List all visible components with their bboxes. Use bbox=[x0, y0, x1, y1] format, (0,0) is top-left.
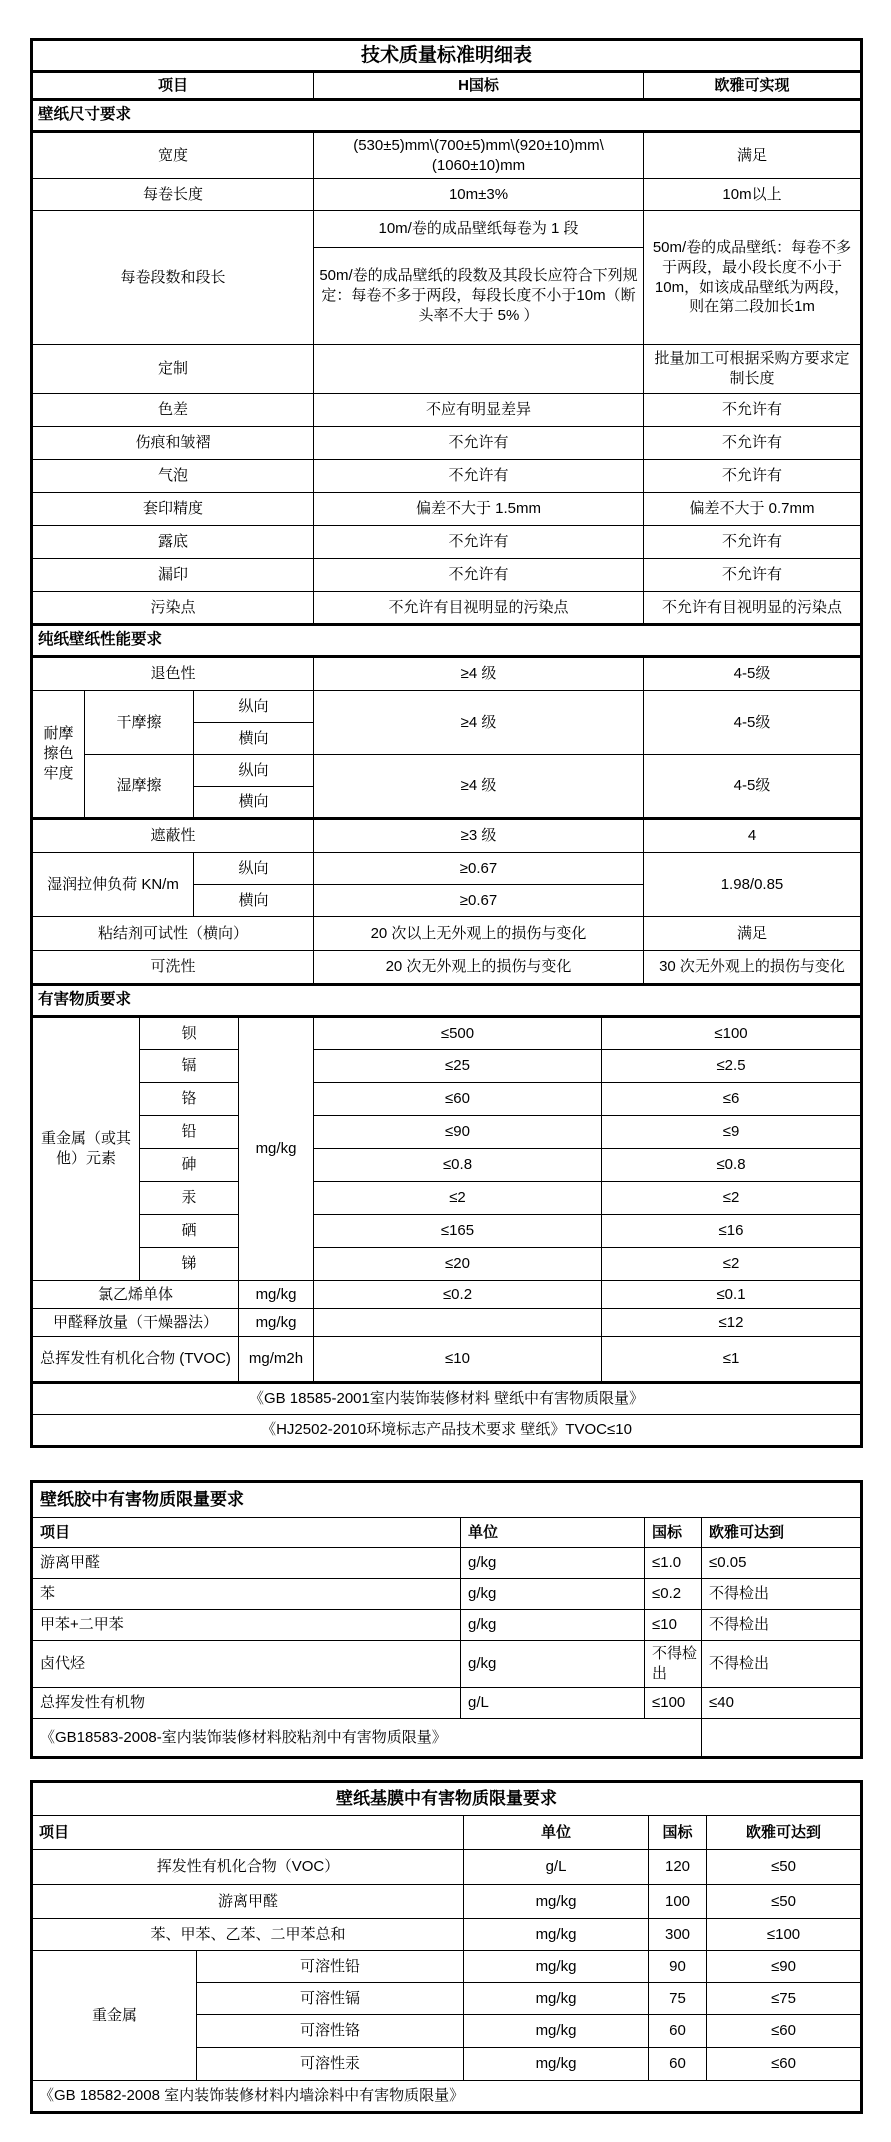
cell: 不允许有 bbox=[314, 460, 644, 493]
cell: ≤100 bbox=[602, 1017, 862, 1050]
cell: 4-5级 bbox=[644, 691, 862, 755]
column-header: 欧雅可实现 bbox=[644, 72, 862, 100]
cell: 横向 bbox=[194, 787, 314, 819]
table-row bbox=[32, 40, 862, 72]
cell: ≤2.5 bbox=[602, 1050, 862, 1083]
cell: ≤12 bbox=[602, 1309, 862, 1337]
cell: 10m±3% bbox=[314, 179, 644, 211]
table-row bbox=[32, 1215, 862, 1248]
table-row bbox=[32, 1548, 862, 1579]
cell: 4-5级 bbox=[644, 755, 862, 819]
cell: 铅 bbox=[140, 1116, 239, 1149]
table-row bbox=[32, 755, 862, 787]
cell: ≤9 bbox=[602, 1116, 862, 1149]
cell: mg/kg bbox=[464, 2048, 649, 2081]
cell: (530±5)mm\(700±5)mm\(920±10)mm\(1060±10)mm bbox=[314, 132, 644, 179]
cell: 75 bbox=[649, 1983, 707, 2015]
cell: 气泡 bbox=[32, 460, 314, 493]
cell: 100 bbox=[649, 1885, 707, 1919]
table-row bbox=[32, 179, 862, 211]
cell bbox=[702, 1719, 862, 1758]
table-row bbox=[32, 132, 862, 179]
cell: 漏印 bbox=[32, 559, 314, 592]
cell: 不允许有目视明显的污染点 bbox=[314, 592, 644, 625]
cell: 镉 bbox=[140, 1050, 239, 1083]
cell: 20 次无外观上的损伤与变化 bbox=[314, 951, 644, 985]
cell: 硒 bbox=[140, 1215, 239, 1248]
cell: mg/kg bbox=[464, 1983, 649, 2015]
cell: 10m以上 bbox=[644, 179, 862, 211]
table-row bbox=[32, 1816, 862, 1850]
cell: 可溶性铬 bbox=[197, 2015, 464, 2048]
cell: 每卷长度 bbox=[32, 179, 314, 211]
cell: 不允许有 bbox=[644, 460, 862, 493]
cell: 60 bbox=[649, 2048, 707, 2081]
table-title: 技术质量标准明细表 bbox=[32, 40, 862, 72]
cell: ≤2 bbox=[314, 1182, 602, 1215]
cell: ≤100 bbox=[645, 1688, 702, 1719]
cell: 宽度 bbox=[32, 132, 314, 179]
cell: 满足 bbox=[644, 917, 862, 951]
section-header: 壁纸尺寸要求 bbox=[32, 100, 862, 132]
table-row bbox=[32, 1116, 862, 1149]
cell: ≤10 bbox=[314, 1337, 602, 1383]
cell: 色差 bbox=[32, 394, 314, 427]
cell: 不允许有目视明显的污染点 bbox=[644, 592, 862, 625]
cell: 不允许有 bbox=[644, 427, 862, 460]
cell: 露底 bbox=[32, 526, 314, 559]
cell bbox=[314, 345, 644, 394]
cell: 总挥发性有机化合物 (TVOC) bbox=[32, 1337, 239, 1383]
cell: 甲醛释放量（干燥器法） bbox=[32, 1309, 239, 1337]
table-row bbox=[32, 1951, 862, 1983]
cell: 苯 bbox=[32, 1579, 461, 1610]
cell: 可溶性汞 bbox=[197, 2048, 464, 2081]
table-row bbox=[32, 1309, 862, 1337]
cell: mg/kg bbox=[239, 1281, 314, 1309]
cell: ≤60 bbox=[314, 1083, 602, 1116]
table-row bbox=[32, 657, 862, 691]
cell: 汞 bbox=[140, 1182, 239, 1215]
cell: 退色性 bbox=[32, 657, 314, 691]
table-row bbox=[32, 1415, 862, 1447]
cell: ≤165 bbox=[314, 1215, 602, 1248]
table-row bbox=[32, 394, 862, 427]
cell: ≤16 bbox=[602, 1215, 862, 1248]
column-header: H国标 bbox=[314, 72, 644, 100]
cell: 每卷段数和段长 bbox=[32, 211, 314, 345]
cell: ≤60 bbox=[707, 2048, 862, 2081]
table-row bbox=[32, 1383, 862, 1415]
column-header: 国标 bbox=[649, 1816, 707, 1850]
cell: 不允许有 bbox=[314, 559, 644, 592]
cell: 批量加工可根据采购方要求定制长度 bbox=[644, 345, 862, 394]
table-row bbox=[32, 1688, 862, 1719]
cell: ≤6 bbox=[602, 1083, 862, 1116]
table-row bbox=[32, 819, 862, 853]
table-row bbox=[32, 1337, 862, 1383]
cell: ≤1.0 bbox=[645, 1548, 702, 1579]
cell: ≤100 bbox=[707, 1919, 862, 1951]
cell: ≤1 bbox=[602, 1337, 862, 1383]
table-row bbox=[32, 345, 862, 394]
cell: ≥4 级 bbox=[314, 657, 644, 691]
table-title: 壁纸基膜中有害物质限量要求 bbox=[32, 1782, 862, 1816]
cell: 可洗性 bbox=[32, 951, 314, 985]
cell: ≥0.67 bbox=[314, 853, 644, 885]
column-header: 项目 bbox=[32, 1518, 461, 1548]
table-row bbox=[32, 1050, 862, 1083]
table-row bbox=[32, 1518, 862, 1548]
cell: ≥3 级 bbox=[314, 819, 644, 853]
table-row bbox=[32, 691, 862, 723]
cell: 300 bbox=[649, 1919, 707, 1951]
cell: 干摩擦 bbox=[85, 691, 194, 755]
cell: 挥发性有机化合物（VOC） bbox=[32, 1850, 464, 1885]
table-row bbox=[32, 951, 862, 985]
standard-reference: 《GB18583-2008-室内装饰装修材料胶粘剂中有害物质限量》 bbox=[32, 1719, 702, 1758]
cell: g/L bbox=[461, 1688, 645, 1719]
cell: 总挥发性有机物 bbox=[32, 1688, 461, 1719]
table-row bbox=[32, 1850, 862, 1885]
table-row bbox=[32, 1281, 862, 1309]
cell: 锑 bbox=[140, 1248, 239, 1281]
cell: ≤0.05 bbox=[702, 1548, 862, 1579]
cell: 不允许有 bbox=[644, 394, 862, 427]
cell: 苯、甲苯、乙苯、二甲苯总和 bbox=[32, 1919, 464, 1951]
cell: ≤90 bbox=[314, 1116, 602, 1149]
table-row bbox=[32, 1149, 862, 1182]
cell: 游离甲醛 bbox=[32, 1885, 464, 1919]
table-row bbox=[32, 72, 862, 100]
table-row bbox=[32, 592, 862, 625]
cell: 氯乙烯单体 bbox=[32, 1281, 239, 1309]
cell: 耐摩擦色牢度 bbox=[32, 691, 85, 819]
cell: ≤50 bbox=[707, 1850, 862, 1885]
section-header: 纯纸壁纸性能要求 bbox=[32, 625, 862, 657]
cell: ≤40 bbox=[702, 1688, 862, 1719]
column-header: 欧雅可达到 bbox=[702, 1518, 862, 1548]
cell: ≥4 级 bbox=[314, 755, 644, 819]
standard-reference: 《GB 18585-2001室内装饰装修材料 壁纸中有害物质限量》 bbox=[32, 1383, 862, 1415]
cell: ≤2 bbox=[602, 1182, 862, 1215]
column-header: 项目 bbox=[32, 72, 314, 100]
cell: 60 bbox=[649, 2015, 707, 2048]
column-header: 单位 bbox=[461, 1518, 645, 1548]
cell: 不得检出 bbox=[702, 1641, 862, 1688]
cell: 30 次无外观上的损伤与变化 bbox=[644, 951, 862, 985]
cell: mg/kg bbox=[239, 1309, 314, 1337]
cell: 20 次以上无外观上的损伤与变化 bbox=[314, 917, 644, 951]
cell: ≤0.8 bbox=[602, 1149, 862, 1182]
table-row bbox=[32, 1919, 862, 1951]
cell: ≤0.1 bbox=[602, 1281, 862, 1309]
wallpaper-glue-limits-table bbox=[30, 1480, 863, 1759]
cell: 遮蔽性 bbox=[32, 819, 314, 853]
table-row bbox=[32, 2081, 862, 2113]
table-row bbox=[32, 211, 862, 248]
table-row bbox=[32, 1610, 862, 1641]
table-row bbox=[32, 100, 862, 132]
cell: 套印精度 bbox=[32, 493, 314, 526]
table-row bbox=[32, 1782, 862, 1816]
cell: ≤75 bbox=[707, 1983, 862, 2015]
cell: 甲苯+二甲苯 bbox=[32, 1610, 461, 1641]
table-row bbox=[32, 1641, 862, 1688]
cell: 湿摩擦 bbox=[85, 755, 194, 819]
standard-reference: 《HJ2502-2010环境标志产品技术要求 壁纸》TVOC≤10 bbox=[32, 1415, 862, 1447]
cell: 1.98/0.85 bbox=[644, 853, 862, 917]
cell: ≤0.8 bbox=[314, 1149, 602, 1182]
cell: mg/kg bbox=[464, 2015, 649, 2048]
table-row bbox=[32, 625, 862, 657]
cell: ≥4 级 bbox=[314, 691, 644, 755]
table-row bbox=[32, 1248, 862, 1281]
cell: 横向 bbox=[194, 885, 314, 917]
cell bbox=[314, 1309, 602, 1337]
cell: 偏差不大于 0.7mm bbox=[644, 493, 862, 526]
cell: g/kg bbox=[461, 1610, 645, 1641]
table-row bbox=[32, 1885, 862, 1919]
cell: 不得检出 bbox=[645, 1641, 702, 1688]
cell: 不允许有 bbox=[314, 526, 644, 559]
cell: 可溶性铅 bbox=[197, 1951, 464, 1983]
cell: 卤代烃 bbox=[32, 1641, 461, 1688]
cell: 满足 bbox=[644, 132, 862, 179]
cell: 4 bbox=[644, 819, 862, 853]
cell: 不得检出 bbox=[702, 1610, 862, 1641]
cell: ≤60 bbox=[707, 2015, 862, 2048]
cell: mg/kg bbox=[239, 1017, 314, 1281]
cell: mg/kg bbox=[464, 1919, 649, 1951]
cell: 10m/卷的成品壁纸每卷为 1 段 bbox=[314, 211, 644, 248]
cell: 4-5级 bbox=[644, 657, 862, 691]
cell: ≤25 bbox=[314, 1050, 602, 1083]
tech-quality-standard-table bbox=[30, 38, 863, 1448]
table-row bbox=[32, 559, 862, 592]
cell: 不应有明显差异 bbox=[314, 394, 644, 427]
cell: ≤50 bbox=[707, 1885, 862, 1919]
table-row bbox=[32, 526, 862, 559]
cell: ≤2 bbox=[602, 1248, 862, 1281]
table-row bbox=[32, 460, 862, 493]
section-header: 有害物质要求 bbox=[32, 985, 862, 1017]
column-header: 单位 bbox=[464, 1816, 649, 1850]
cell: ≥0.67 bbox=[314, 885, 644, 917]
cell: 纵向 bbox=[194, 755, 314, 787]
cell: 可溶性镉 bbox=[197, 1983, 464, 2015]
cell: 不允许有 bbox=[644, 559, 862, 592]
cell: 游离甲醛 bbox=[32, 1548, 461, 1579]
cell: ≤20 bbox=[314, 1248, 602, 1281]
cell: 120 bbox=[649, 1850, 707, 1885]
column-header: 欧雅可达到 bbox=[707, 1816, 862, 1850]
table-row bbox=[32, 985, 862, 1017]
column-header: 项目 bbox=[32, 1816, 464, 1850]
table-title: 壁纸胶中有害物质限量要求 bbox=[32, 1482, 862, 1518]
cell: 不得检出 bbox=[702, 1579, 862, 1610]
cell: 纵向 bbox=[194, 853, 314, 885]
cell: mg/kg bbox=[464, 1885, 649, 1919]
cell: 湿润拉伸负荷 KN/m bbox=[32, 853, 194, 917]
cell: 横向 bbox=[194, 723, 314, 755]
cell: g/L bbox=[464, 1850, 649, 1885]
table-row bbox=[32, 1579, 862, 1610]
table-row bbox=[32, 493, 862, 526]
cell: 伤痕和皱褶 bbox=[32, 427, 314, 460]
cell: 纵向 bbox=[194, 691, 314, 723]
cell: 钡 bbox=[140, 1017, 239, 1050]
cell: 重金属 bbox=[32, 1951, 197, 2081]
standard-reference: 《GB 18582-2008 室内装饰装修材料内墙涂料中有害物质限量》 bbox=[32, 2081, 862, 2113]
cell: 90 bbox=[649, 1951, 707, 1983]
cell: g/kg bbox=[461, 1579, 645, 1610]
cell: g/kg bbox=[461, 1548, 645, 1579]
table-row bbox=[32, 1017, 862, 1050]
cell: 粘结剂可试性（横向） bbox=[32, 917, 314, 951]
wallpaper-basefilm-limits-table bbox=[30, 1780, 863, 2114]
table-row bbox=[32, 427, 862, 460]
cell: ≤500 bbox=[314, 1017, 602, 1050]
table-row bbox=[32, 1719, 862, 1758]
table-row bbox=[32, 1182, 862, 1215]
cell: mg/m2h bbox=[239, 1337, 314, 1383]
cell: ≤0.2 bbox=[645, 1579, 702, 1610]
cell: g/kg bbox=[461, 1641, 645, 1688]
column-header: 国标 bbox=[645, 1518, 702, 1548]
cell: 不允许有 bbox=[644, 526, 862, 559]
cell: 50m/卷的成品壁纸：每卷不多于两段，最小段长度不小于10m，如该成品壁纸为两段，则在第二段加长1m bbox=[644, 211, 862, 345]
table-row bbox=[32, 1482, 862, 1518]
cell: 污染点 bbox=[32, 592, 314, 625]
cell: 偏差不大于 1.5mm bbox=[314, 493, 644, 526]
cell: ≤10 bbox=[645, 1610, 702, 1641]
cell: 重金属（或其他）元素 bbox=[32, 1017, 140, 1281]
cell: ≤90 bbox=[707, 1951, 862, 1983]
cell: 砷 bbox=[140, 1149, 239, 1182]
cell: 铬 bbox=[140, 1083, 239, 1116]
cell: ≤0.2 bbox=[314, 1281, 602, 1309]
cell: mg/kg bbox=[464, 1951, 649, 1983]
cell: 50m/卷的成品壁纸的段数及其段长应符合下列规定：每卷不多于两段，每段长度不小于10m（断头率不大于 5% ） bbox=[314, 248, 644, 345]
table-row bbox=[32, 917, 862, 951]
table-row bbox=[32, 1083, 862, 1116]
cell: 不允许有 bbox=[314, 427, 644, 460]
cell: 定制 bbox=[32, 345, 314, 394]
table-row bbox=[32, 853, 862, 885]
